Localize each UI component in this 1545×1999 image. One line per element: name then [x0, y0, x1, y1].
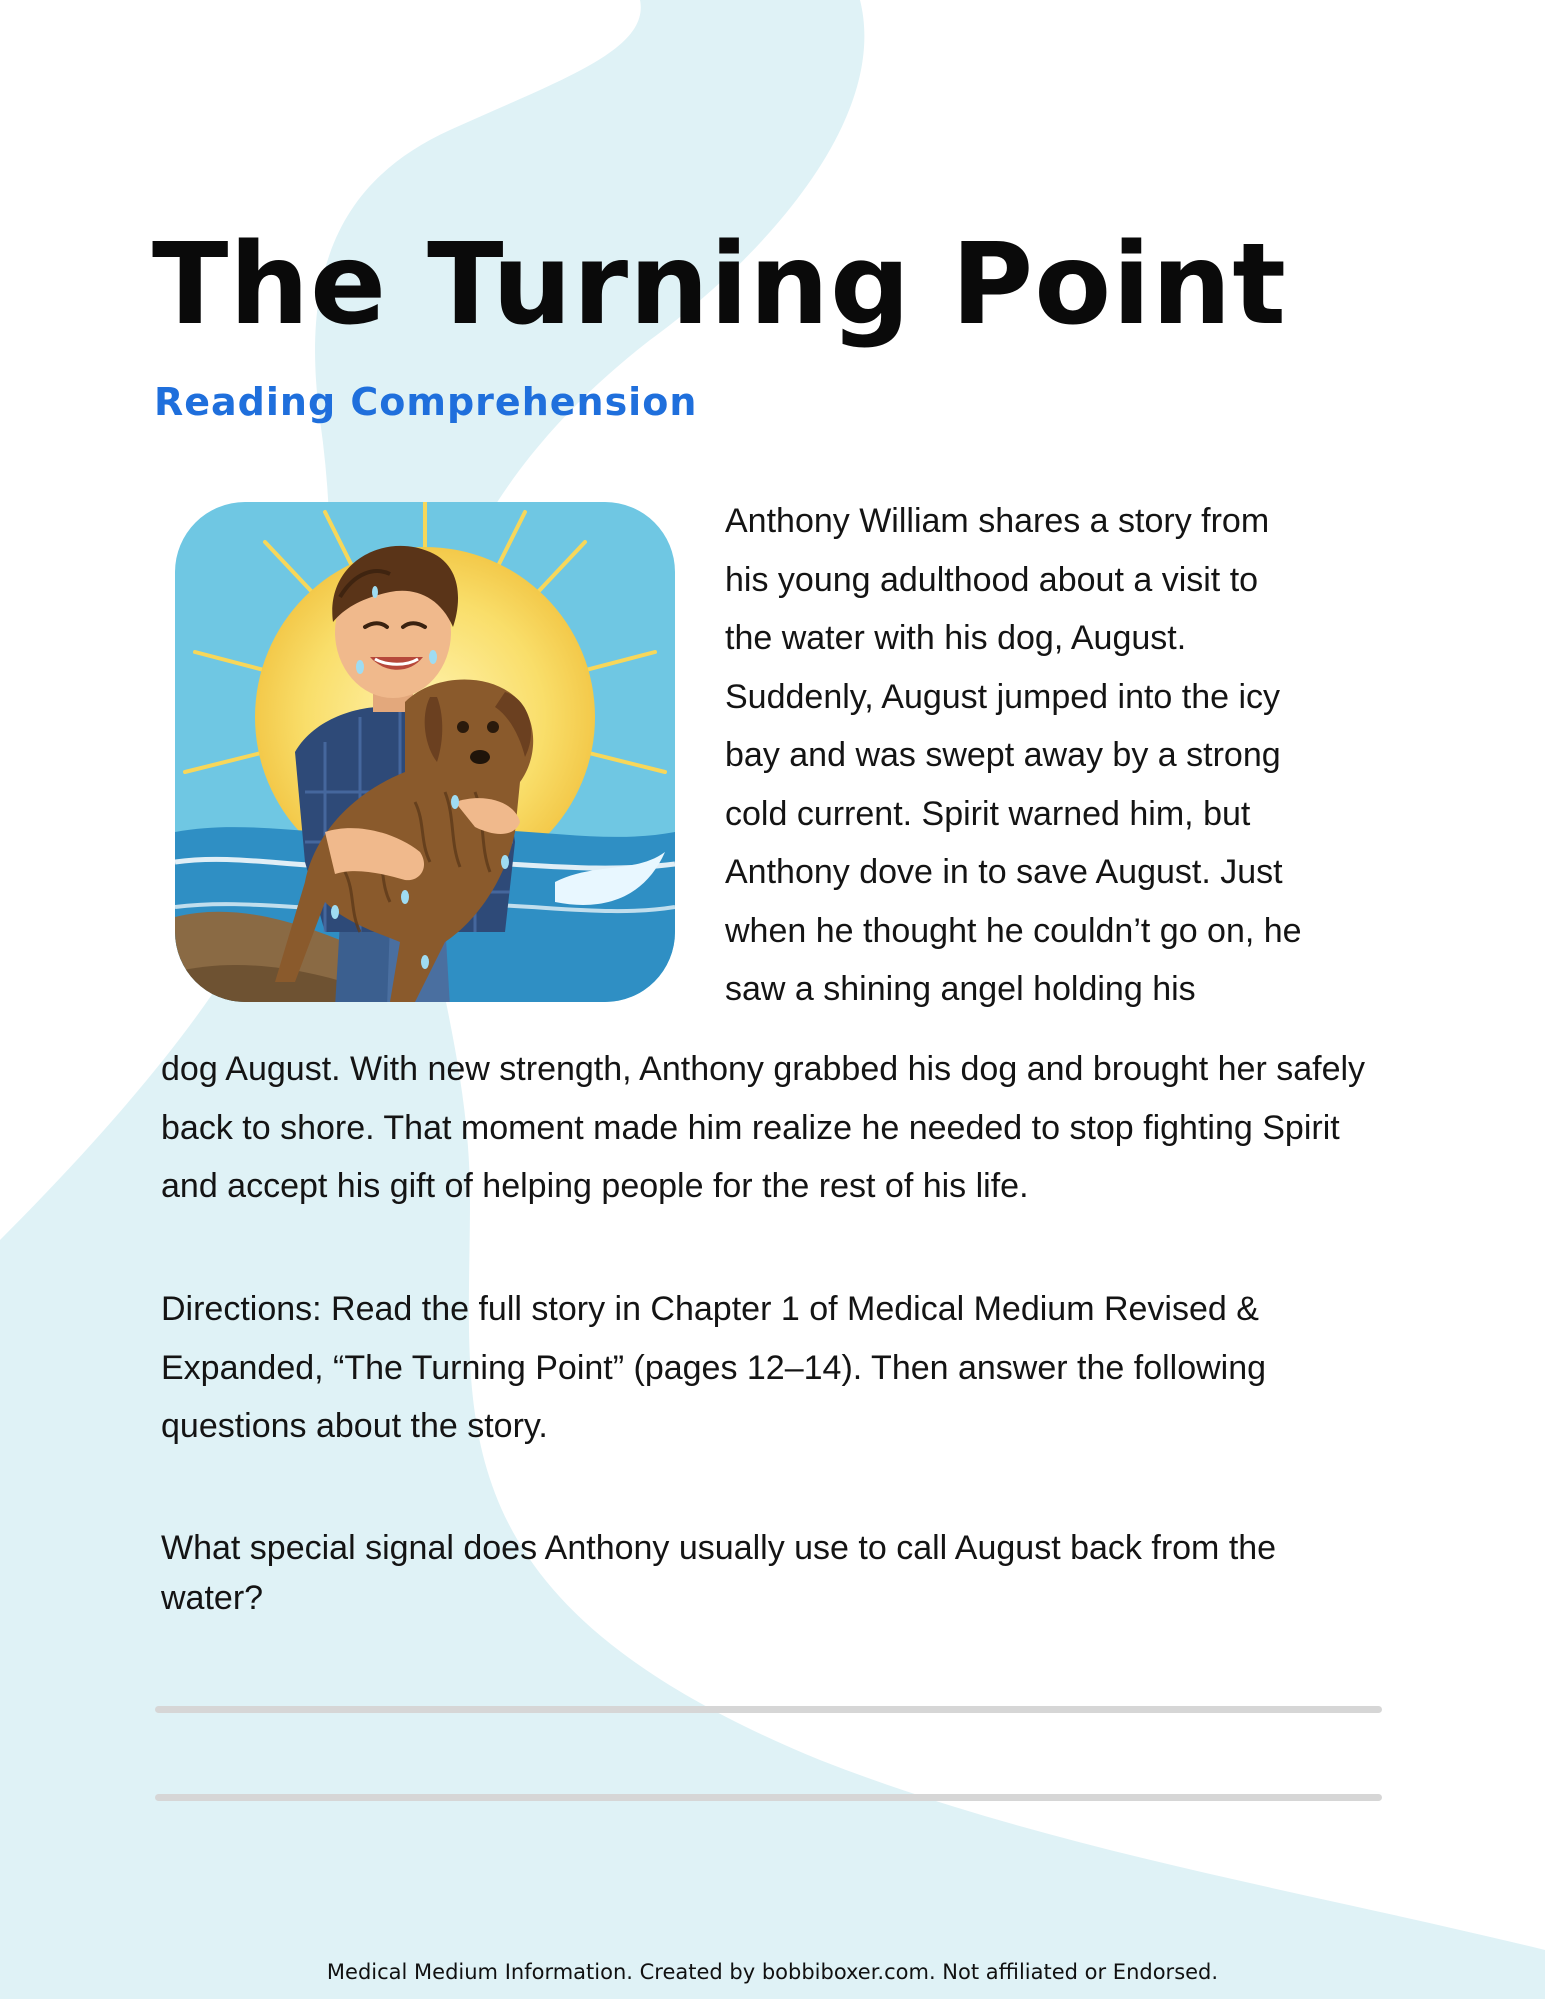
- page-subtitle: Reading Comprehension: [154, 380, 698, 424]
- directions-paragraph: Directions: Read the full story in Chapter 1 of Medical Medium Revised & Expanded, “The Turning Point” (pages 12–14). Then answer the following questions about the story.: [161, 1290, 1267, 1445]
- answer-line[interactable]: [155, 1794, 1382, 1801]
- answer-line[interactable]: [155, 1706, 1382, 1713]
- boy-holding-wet-dog-illustration: [175, 502, 675, 1008]
- page-title: The Turning Point: [152, 220, 1287, 350]
- story-intro-paragraph: Anthony William shares a story from his young adulthood about a visit to the water with his dog, August. Suddenly, August jumped into the icy bay and was swept away by a strong cold current. Spirit warned him, but Anthony dove in to save August. Just when he thought he couldn’t go on, he saw a shining angel holding his: [725, 502, 1302, 1008]
- story-continuation-paragraph: dog August. With new strength, Anthony grabbed his dog and brought her safely back to shore. That moment made him realize he needed to stop fighting Spirit and accept his gift of helping people for the rest of his life.: [161, 1050, 1366, 1205]
- question-1: What special signal does Anthony usually use to call August back from the water?: [161, 1529, 1277, 1617]
- footer-credit: Medical Medium Information. Created by bobbiboxer.com. Not affiliated or Endorsed.: [326, 1960, 1219, 1984]
